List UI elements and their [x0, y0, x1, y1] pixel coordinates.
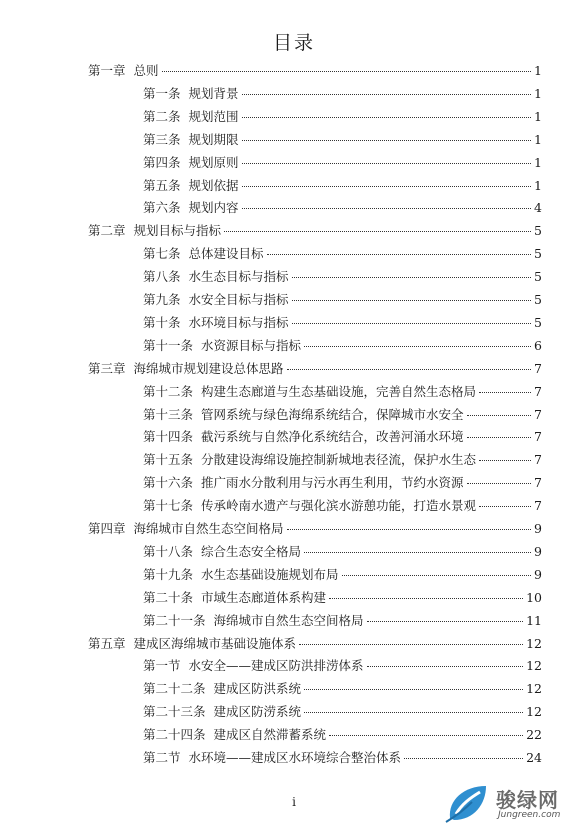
toc-entry-number: 第一节	[143, 658, 181, 674]
toc-entry-title: 水环境目标与指标	[188, 314, 289, 330]
toc-entry-label	[143, 292, 289, 308]
toc-entry-title: 综合生态安全格局	[201, 543, 302, 559]
toc-article-entry[interactable]	[143, 727, 542, 743]
dot-leader	[224, 231, 531, 232]
toc-entry-label	[143, 384, 476, 400]
toc-page-number: 7	[534, 406, 542, 422]
toc-entry-number: 第四条	[143, 154, 181, 170]
dot-leader	[404, 758, 523, 759]
toc-page-number: 9	[534, 521, 542, 536]
dot-leader	[287, 529, 531, 530]
toc-entry-number: 第十六条	[143, 475, 194, 491]
toc-entry-label	[143, 269, 289, 285]
toc-article-entry[interactable]	[143, 246, 542, 262]
dot-leader	[242, 163, 531, 164]
toc-page-number: 24	[526, 750, 542, 765]
toc-page-number: 22	[526, 727, 542, 743]
toc-article-entry[interactable]	[143, 407, 542, 423]
toc-page-number: 9	[534, 543, 542, 559]
watermark-url: Jungreen.com	[498, 810, 561, 820]
toc-article-entry[interactable]	[143, 750, 542, 766]
toc-entry-title: 建成区防涝系统	[213, 704, 302, 720]
toc-entry-title: 总则	[133, 63, 159, 78]
toc-entry-number: 第一章	[88, 63, 126, 78]
dot-leader	[242, 94, 531, 95]
toc-entry-label	[143, 544, 301, 560]
toc-entry-title: 海绵城市自然生态空间格局	[213, 612, 364, 628]
toc-entry-label	[143, 613, 364, 629]
toc-entry-label	[143, 338, 301, 354]
toc-entry-title: 建成区防洪系统	[213, 681, 302, 697]
toc-article-entry[interactable]	[143, 109, 542, 125]
toc-entry-label	[143, 590, 326, 606]
toc-entry-number: 第七条	[143, 246, 181, 262]
dot-leader	[367, 666, 524, 667]
toc-entry-title: 水生态基础设施规划布局	[201, 566, 339, 582]
toc-page-number: 11	[526, 612, 542, 628]
toc-entry-number: 第十二条	[143, 383, 194, 399]
dot-leader	[467, 483, 531, 484]
toc-entry-title: 海绵城市规划建设总体思路	[133, 360, 284, 376]
toc-entry-label	[143, 315, 289, 331]
toc-entry-number: 第二章	[88, 223, 126, 239]
toc-page-number: 5	[534, 314, 542, 330]
toc-chapter-entry[interactable]	[88, 63, 542, 79]
toc-entry-label	[143, 704, 301, 720]
toc-entry-title: 分散建设海绵设施控制新城地表径流，保护水生态	[201, 452, 477, 468]
dot-leader	[299, 644, 523, 645]
toc-entry-number: 第二十四条	[143, 727, 206, 743]
toc-entry-number: 第二十三条	[143, 704, 206, 720]
toc-page-number: 5	[534, 246, 542, 262]
toc-entry-label	[88, 63, 159, 79]
dot-leader	[292, 300, 531, 301]
toc-entry-label	[143, 200, 239, 216]
toc-entry-number: 第六条	[143, 200, 181, 216]
toc-entry-label	[143, 750, 401, 766]
toc-page-number: 7	[534, 475, 542, 491]
toc-entry-title: 规划范围	[188, 108, 239, 124]
toc-article-entry[interactable]	[143, 269, 542, 285]
toc-entry-title: 规划目标与指标	[133, 223, 222, 239]
dot-leader	[242, 208, 531, 209]
toc-entry-label	[143, 429, 464, 445]
dot-leader	[342, 575, 531, 576]
toc-entry-number: 第一条	[143, 85, 181, 101]
toc-article-entry[interactable]	[143, 658, 542, 674]
toc-page-number: 12	[526, 658, 542, 674]
toc-page-number: 12	[526, 635, 542, 651]
toc-entry-label	[143, 109, 239, 125]
toc-page-number: 1	[534, 154, 542, 170]
page-footer-number: i	[292, 795, 296, 809]
toc-entry-number: 第二节	[143, 750, 181, 765]
toc-entry-number: 第十三条	[143, 406, 194, 422]
toc-entry-number: 第四章	[88, 521, 126, 536]
toc-entry-label	[88, 223, 221, 239]
toc-article-entry[interactable]	[143, 292, 542, 308]
watermark-logo	[442, 780, 582, 826]
toc-entry-number: 第十七条	[143, 498, 194, 514]
toc-chapter-entry[interactable]	[88, 636, 542, 652]
toc-page-number: 12	[526, 704, 542, 720]
toc-entry-title: 总体建设目标	[188, 246, 264, 262]
toc-article-entry[interactable]	[143, 86, 542, 102]
toc-chapter-entry[interactable]	[88, 521, 542, 537]
toc-entry-title: 海绵城市自然生态空间格局	[133, 521, 284, 536]
toc-entry-label	[143, 681, 301, 697]
toc-page-number: 1	[534, 177, 542, 193]
toc-entry-number: 第二条	[143, 108, 181, 124]
toc-entry-label	[143, 475, 464, 491]
dot-leader	[304, 689, 523, 690]
toc-article-entry[interactable]	[143, 590, 542, 606]
dot-leader	[242, 117, 531, 118]
dot-leader	[162, 71, 531, 72]
toc-page-number: 7	[534, 360, 542, 376]
dot-leader	[367, 621, 524, 622]
dot-leader	[287, 369, 531, 370]
toc-entry-label	[143, 407, 464, 423]
toc-page-number: 1	[534, 63, 542, 78]
toc-entry-title: 建成区自然滞蓄系统	[213, 727, 327, 743]
toc-entry-title: 管网系统与绿色海绵系统结合，保障城市水安全	[201, 406, 464, 422]
toc-entry-title: 规划内容	[188, 200, 239, 216]
dot-leader	[479, 460, 531, 461]
toc-page-number: 9	[534, 566, 542, 582]
toc-entry-number: 第十五条	[143, 452, 194, 468]
toc-page-number: 12	[526, 681, 542, 697]
toc-article-entry[interactable]	[143, 155, 542, 171]
toc-page-number: 4	[534, 200, 542, 216]
toc-entry-number: 第二十条	[143, 589, 194, 605]
toc-page-number: 7	[534, 498, 542, 514]
toc-entry-number: 第十四条	[143, 429, 194, 445]
toc-entry-number: 第十八条	[143, 543, 194, 559]
toc-entry-title: 规划背景	[188, 85, 239, 101]
toc-entry-title: 截污系统与自然净化系统结合，改善河涌水环境	[201, 429, 464, 445]
toc-entry-label	[143, 178, 239, 194]
toc-entry-title: 传承岭南水遗产与强化滨水游憩功能，打造水景观	[201, 498, 477, 514]
toc-page-number: 7	[534, 452, 542, 468]
toc-entry-number: 第九条	[143, 292, 181, 307]
toc-entry-title: 规划原则	[188, 154, 239, 170]
toc-entry-title: 水安全——建成区防洪排涝体系	[188, 658, 364, 674]
dot-leader	[467, 437, 531, 438]
toc-entry-title: 规划期限	[188, 131, 239, 147]
toc-entry-label	[143, 567, 339, 583]
toc-entry-label	[143, 727, 326, 743]
toc-entry-number: 第八条	[143, 269, 181, 285]
toc-title: 目录	[272, 32, 315, 54]
toc-entry-label	[143, 132, 239, 148]
toc-article-entry[interactable]	[143, 681, 542, 697]
toc-entry-title: 水生态目标与指标	[188, 269, 289, 285]
toc-entry-number: 第三章	[88, 360, 126, 376]
toc-article-entry[interactable]	[143, 429, 542, 445]
toc-article-entry[interactable]	[143, 132, 542, 148]
dot-leader	[292, 323, 531, 324]
dot-leader	[304, 346, 531, 347]
watermark-name: 骏绿网	[496, 788, 559, 812]
toc-article-entry[interactable]	[143, 613, 542, 629]
toc-page-number: 10	[526, 589, 542, 605]
toc-entry-number: 第二十一条	[143, 612, 206, 628]
toc-entry-number: 第三条	[143, 131, 181, 147]
dot-leader	[479, 392, 531, 393]
dot-leader	[292, 277, 531, 278]
dot-leader	[242, 140, 531, 141]
toc-page-number: 6	[534, 337, 542, 353]
dot-leader	[329, 598, 523, 599]
toc-entry-label	[143, 246, 264, 262]
dot-leader	[267, 254, 531, 255]
toc-article-entry[interactable]	[143, 452, 542, 468]
toc-entry-title: 水资源目标与指标	[201, 337, 302, 353]
dot-leader	[467, 415, 531, 416]
toc-chapter-entry[interactable]	[88, 361, 542, 377]
toc-entry-title: 建成区海绵城市基础设施体系	[133, 635, 297, 651]
toc-article-entry[interactable]	[143, 475, 542, 491]
toc-article-entry[interactable]	[143, 315, 542, 331]
toc-entry-label	[88, 636, 296, 652]
toc-page-number: 5	[534, 292, 542, 307]
toc-article-entry[interactable]	[143, 567, 542, 583]
toc-entry-number: 第五条	[143, 177, 181, 193]
dot-leader	[329, 735, 523, 736]
toc-entry-label	[143, 452, 476, 468]
toc-entry-number: 第十一条	[143, 337, 194, 353]
toc-page-number: 1	[534, 131, 542, 147]
toc-entry-label	[143, 498, 476, 514]
dot-leader	[304, 552, 531, 553]
toc-page-number: 5	[534, 223, 542, 239]
toc-entry-title: 市域生态廊道体系构建	[201, 589, 327, 605]
toc-entry-label	[143, 86, 239, 102]
toc-article-entry[interactable]	[143, 544, 542, 560]
toc-entry-title: 水安全目标与指标	[188, 292, 289, 307]
toc-entry-title: 推广雨水分散利用与污水再生利用，节约水资源	[201, 475, 464, 491]
toc-article-entry[interactable]	[143, 704, 542, 720]
toc-article-entry[interactable]	[143, 200, 542, 216]
dot-leader	[242, 186, 531, 187]
toc-entry-number: 第二十二条	[143, 681, 206, 697]
toc-page-number: 7	[534, 383, 542, 399]
toc-entry-label	[88, 361, 284, 377]
toc-entry-number: 第十九条	[143, 566, 194, 582]
toc-entry-title: 水环境——建成区水环境综合整治体系	[188, 750, 402, 765]
dot-leader	[479, 506, 531, 507]
toc-entry-label	[88, 521, 284, 537]
toc-page-number: 5	[534, 269, 542, 285]
toc-entry-number: 第十条	[143, 314, 181, 330]
toc-page-number: 1	[534, 108, 542, 124]
toc-page-number: 7	[534, 429, 542, 445]
toc-chapter-entry[interactable]	[88, 223, 542, 239]
toc-article-entry[interactable]	[143, 498, 542, 514]
toc-entry-number: 第五章	[88, 635, 126, 651]
toc-article-entry[interactable]	[143, 338, 542, 354]
toc-article-entry[interactable]	[143, 178, 542, 194]
toc-page-number: 1	[534, 85, 542, 101]
toc-entry-label	[143, 155, 239, 171]
toc-entry-title: 构建生态廊道与生态基础设施，完善自然生态格局	[201, 383, 477, 399]
toc-article-entry[interactable]	[143, 384, 542, 400]
toc-entry-label	[143, 658, 364, 674]
leaf-logo-icon	[442, 780, 494, 826]
toc-entry-title: 规划依据	[188, 177, 239, 193]
dot-leader	[304, 712, 523, 713]
